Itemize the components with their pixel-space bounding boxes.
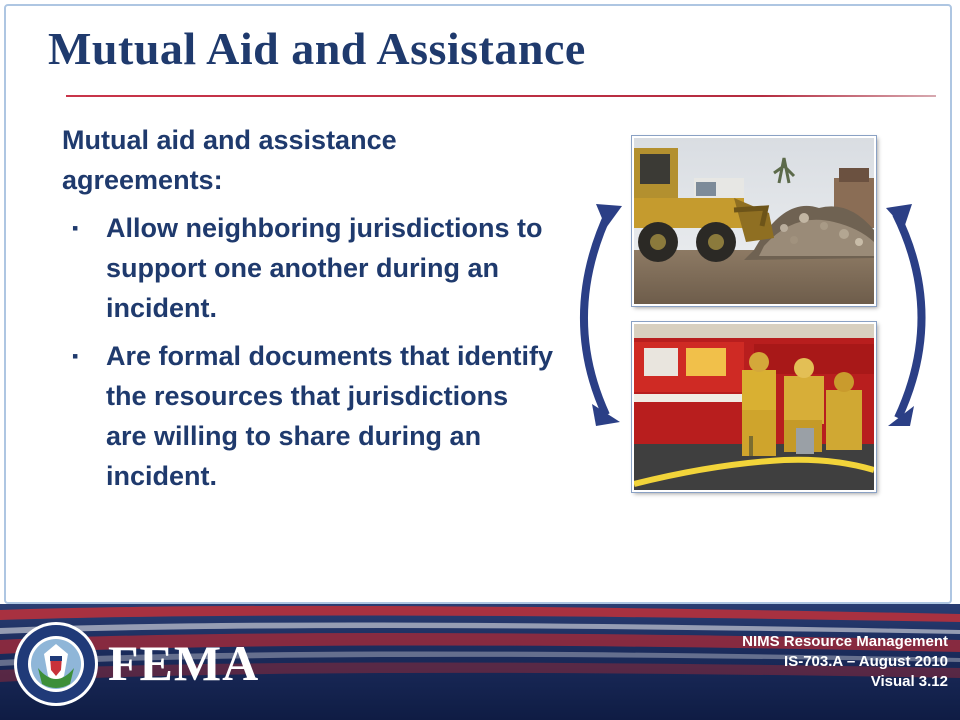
course-id: IS-703.A – August 2010 (784, 653, 948, 670)
title-divider (66, 95, 936, 97)
footer-meta (742, 632, 948, 692)
fema-logo-text: FEMA (108, 635, 260, 691)
bullet-list (72, 208, 562, 504)
bullet-item (72, 336, 562, 496)
bullet-square-icon: ▪ (72, 346, 79, 366)
bullet-text: Allow neighboring jurisdictions to support one another during an incident. (106, 213, 543, 323)
course-name: NIMS Resource Management (742, 633, 948, 650)
bullet-text: Are formal documents that identify the resources that jurisdictions are willing to share during an incident. (106, 341, 554, 491)
right-cycle-arrow-icon (882, 200, 942, 430)
dhs-seal-logo (12, 620, 100, 708)
slide-title: Mutual Aid and Assistance (48, 23, 586, 74)
footer-banner (0, 604, 960, 720)
lead-text: Mutual aid and assistance agreements: (62, 125, 397, 195)
bullet-item (72, 208, 562, 328)
visual-number: Visual 3.12 (870, 673, 948, 690)
bullet-square-icon: ▪ (72, 218, 79, 238)
firefighters-photo (632, 322, 876, 492)
loader-debris-photo (632, 136, 876, 306)
left-cycle-arrow-icon (566, 200, 626, 430)
